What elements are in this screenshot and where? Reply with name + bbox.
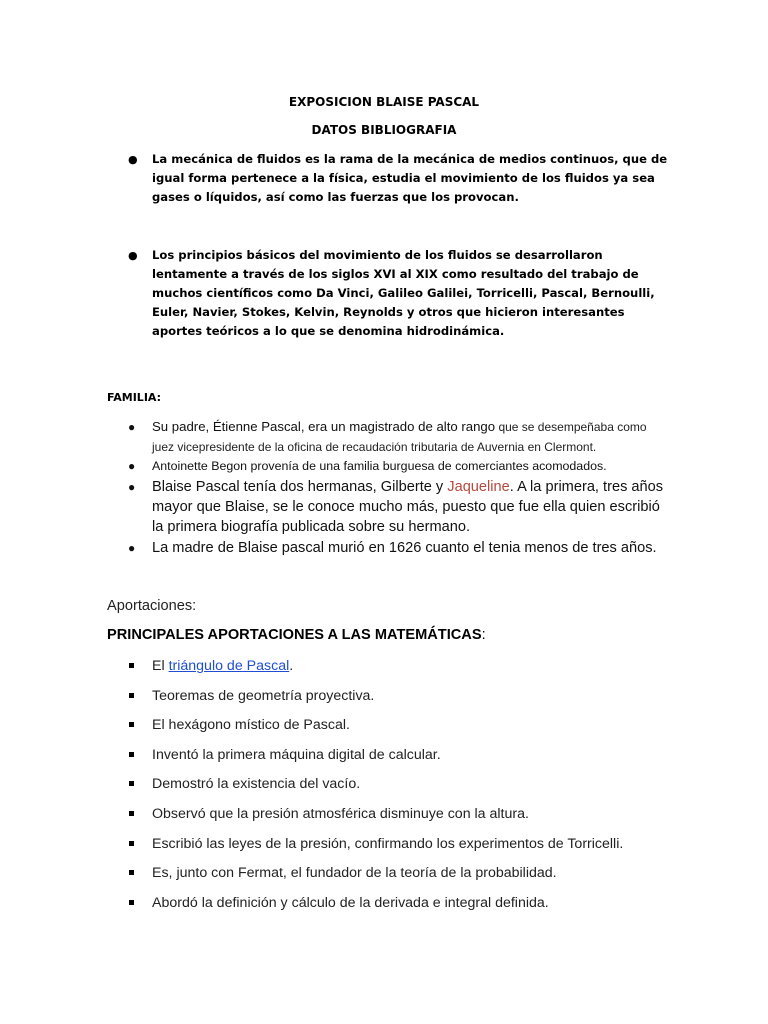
aportacion-item (128, 715, 708, 745)
intro-item (128, 246, 668, 341)
triangulo-pascal-link[interactable]: triángulo de Pascal (168, 658, 290, 674)
intro-list (128, 246, 668, 341)
square-bullet-icon (129, 811, 134, 816)
intro-item-text: Los principios básicos del movimiento de los fluidos se desarrollaron lentamente a través de los siglos XVI al XIX como resultado del trabajo de muchos científicos como Da Vinci, Galileo Galilei, Torricelli, Pascal, Bernoulli, Euler, Navier, Stokes, Kelvin, Reynolds y otros que hicieron interesantes aportes teóricos a lo que se denomina hidrodinámica. (152, 248, 655, 338)
square-bullet-icon (129, 722, 134, 727)
familia-item-text: Antoinette Begon provenía de una familia burguesa de comerciantes acomodados. (152, 459, 607, 473)
square-bullet-icon (129, 663, 134, 668)
bullet-icon: ● (128, 420, 136, 434)
familia-item (128, 538, 668, 558)
bullet-icon: ● (128, 249, 138, 262)
familia-item-text: Blaise Pascal tenía dos hermanas, Gilberte y (152, 479, 448, 495)
intro-item-text: La mecánica de fluidos es la rama de la mecánica de medios continuos, que de igual forma pertenece a la física, estudia el movimiento de los fluidos ya sea gases o líquidos, así como las fuerzas que los provocan. (152, 152, 668, 204)
square-bullet-icon (129, 900, 134, 905)
aportacion-item (128, 834, 708, 864)
bullet-icon: ● (128, 541, 136, 555)
bullet-icon: ● (128, 480, 136, 494)
aportacion-prefix: El (152, 658, 169, 674)
principales-heading (107, 627, 486, 643)
familia-item (128, 457, 668, 476)
square-bullet-icon (129, 752, 134, 757)
aportacion-text: Teoremas de geometría proyectiva. (152, 687, 375, 704)
square-bullet-icon (129, 693, 134, 698)
square-bullet-icon (129, 870, 134, 875)
aportaciones-label: Aportaciones: (107, 598, 197, 614)
aportacion-item (128, 774, 708, 804)
square-bullet-icon (129, 841, 134, 846)
document-subtitle: DATOS BIBLIOGRAFIA (311, 123, 457, 137)
jaqueline-name: Jaqueline (447, 479, 510, 495)
bullet-icon: ● (128, 153, 138, 166)
familia-item-text: La madre de Blaise pascal murió en 1626 cuanto el tenia menos de tres años. (152, 540, 657, 556)
aportacion-item (128, 863, 708, 893)
familia-item-text: Su padre, Étienne Pascal, era un magistrado de alto rango (152, 419, 496, 434)
aportacion-text: Abordó la definición y cálculo de la derivada e integral definida. (152, 894, 549, 911)
principales-heading-colon: : (481, 627, 486, 643)
aportaciones-list (128, 656, 708, 922)
aportacion-item (128, 656, 708, 686)
aportacion-text: Escribió las leyes de la presión, confirmando los experimentos de Torricelli. (152, 835, 624, 852)
aportacion-item (128, 804, 708, 834)
aportacion-text: Demostró la existencia del vacío. (152, 776, 361, 793)
familia-heading: FAMILIA: (107, 391, 162, 404)
aportacion-item (128, 686, 708, 716)
familia-item-text: . A la primera, tres años mayor que Blaise, se le conoce mucho más, puesto que fue ella quien escribió la primera biografía publicada sobre su hermano. (152, 479, 664, 535)
intro-list (128, 150, 668, 207)
aportacion-text: Es, junto con Fermat, el fundador de la teoría de la probabilidad. (152, 865, 557, 882)
familia-list (128, 417, 668, 558)
familia-item (128, 417, 668, 457)
aportacion-item (128, 745, 708, 775)
aportacion-suffix: . (289, 658, 294, 674)
aportacion-item (128, 893, 708, 923)
aportacion-text: El hexágono místico de Pascal. (152, 717, 350, 734)
square-bullet-icon (129, 781, 134, 786)
familia-item-text-small: que se desempeñaba como juez vicepresidente de la oficina de recaudación tributaria de Auvernia en Clermont. (152, 420, 647, 454)
aportacion-text: Observó que la presión atmosférica disminuye con la altura. (152, 805, 529, 822)
bullet-icon: ● (128, 459, 136, 473)
intro-item (128, 150, 668, 207)
document-title: EXPOSICION BLAISE PASCAL (288, 95, 480, 109)
aportacion-text: Inventó la primera máquina digital de calcular. (152, 746, 441, 763)
familia-item (128, 477, 668, 537)
principales-heading-text: PRINCIPALES APORTACIONES A LAS MATEMÁTICAS (107, 627, 482, 643)
